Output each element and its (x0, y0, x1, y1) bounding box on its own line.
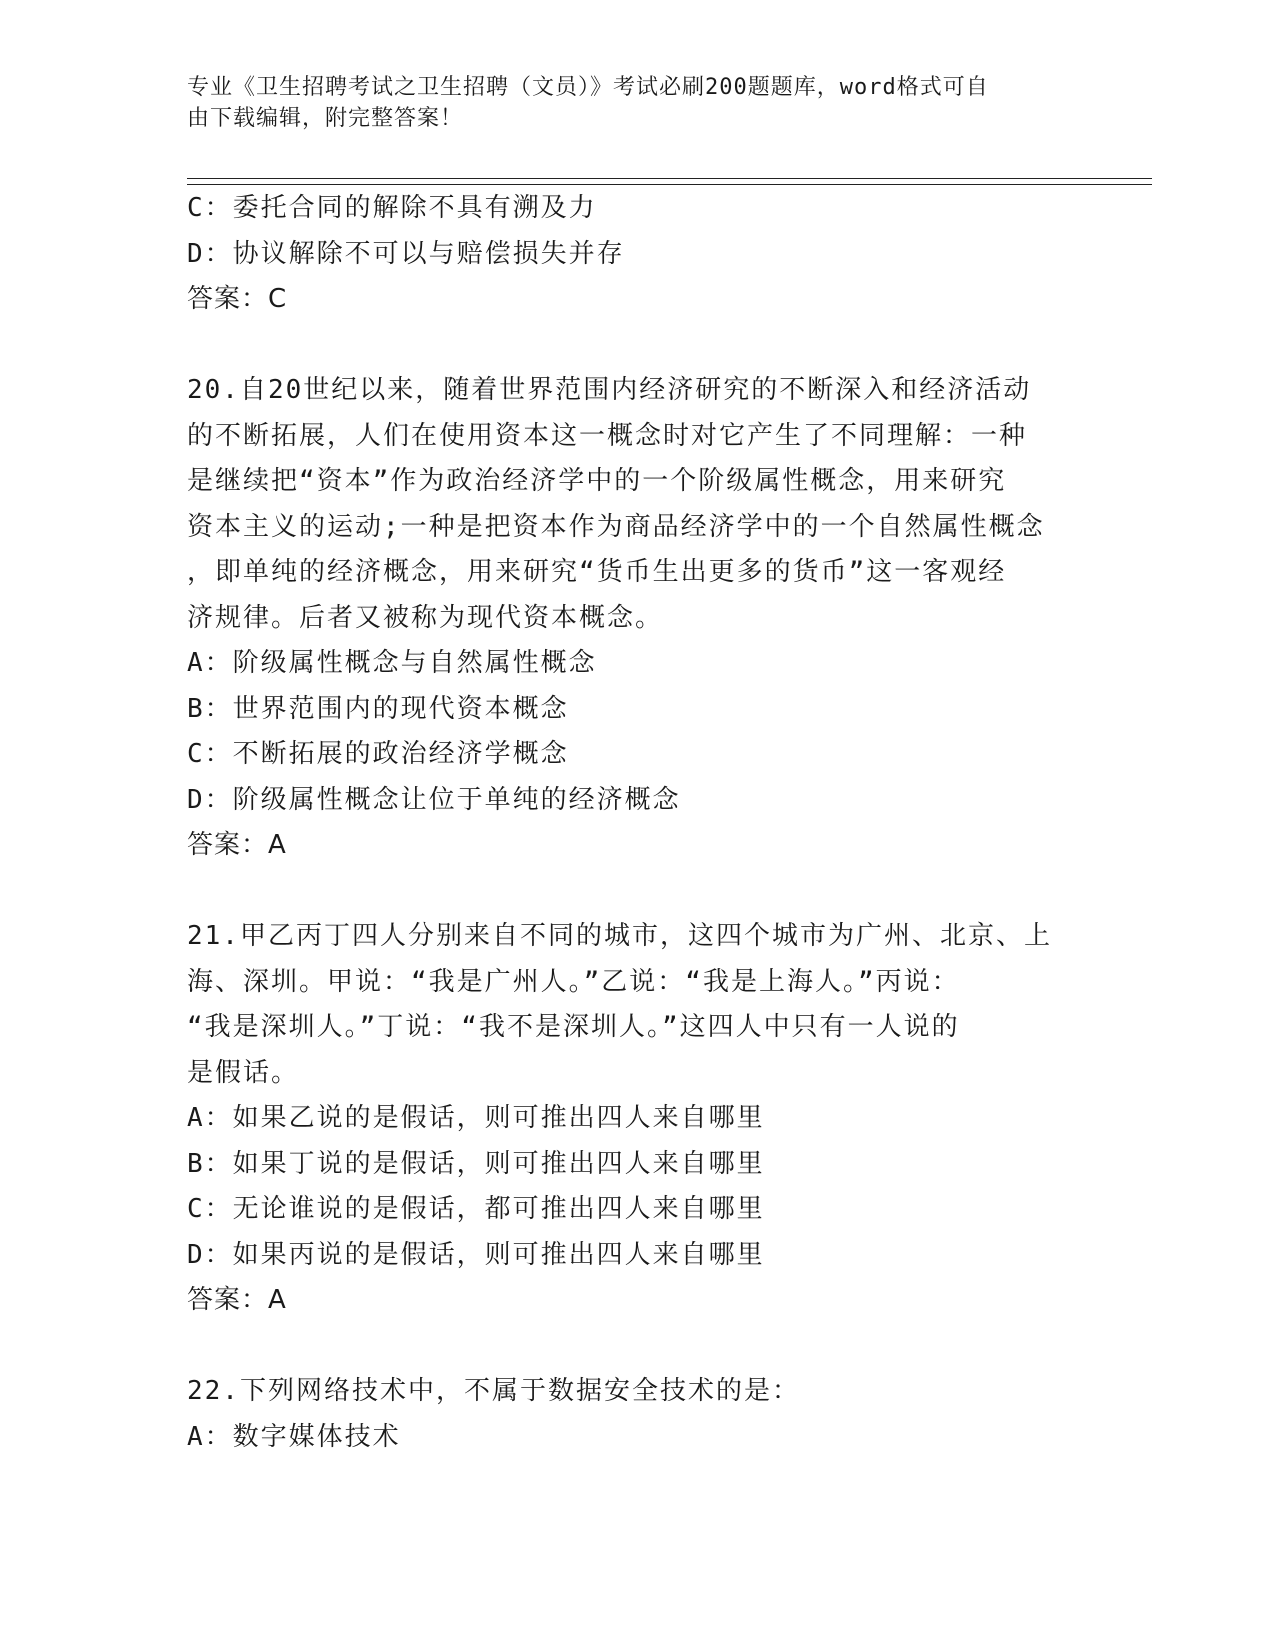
header-line-1: 专业《卫生招聘考试之卫生招聘（文员）》考试必刷200题题库，word格式可自 (187, 75, 989, 100)
question-stem-line: ，即单纯的经济概念，用来研究“货币生出更多的货币”这一客观经 (187, 557, 1007, 587)
option-d: D：阶级属性概念让位于单纯的经济概念 (187, 784, 681, 815)
option-b: B：世界范围内的现代资本概念 (187, 693, 569, 724)
header-divider-top (187, 178, 1152, 179)
answer-line: 答案：A (187, 1285, 287, 1315)
header-line-2: 由下载编辑，附完整答案！ (187, 106, 464, 131)
header-divider-bottom (187, 184, 1152, 185)
spacer (187, 869, 1067, 915)
question-21 (187, 914, 1067, 1324)
option-a: A：阶级属性概念与自然属性概念 (187, 648, 597, 678)
question-stem-line: “我是深圳人。”丁说：“我不是深圳人。”这四人中只有一人说的 (187, 1012, 960, 1042)
option-c: C：无论谁说的是假话，都可推出四人来自哪里 (187, 1194, 765, 1224)
option-c: C：不断拓展的政治经济学概念 (187, 739, 569, 769)
question-22 (187, 1369, 1067, 1460)
question-stem-line: 21.甲乙丙丁四人分别来自不同的城市，这四个城市为广州、北京、上 (187, 921, 1052, 951)
question-stem-line: 22.下列网络技术中，不属于数据安全技术的是： (187, 1376, 800, 1406)
question-stem-line: 20.自20世纪以来，随着世界范围内经济研究的不断深入和经济活动 (187, 375, 1032, 405)
option-d: D：协议解除不可以与赔偿损失并存 (187, 238, 625, 269)
question-stem-line: 济规律。后者又被称为现代资本概念。 (187, 602, 664, 633)
option-b: B：如果丁说的是假话，则可推出四人来自哪里 (187, 1148, 765, 1179)
answer-line: 答案：A (187, 830, 287, 860)
option-a: A：数字媒体技术 (187, 1421, 401, 1452)
answer-line: 答案：C (187, 284, 288, 314)
question-19 (187, 186, 1067, 323)
document-header (187, 72, 1067, 134)
question-stem-line: 的不断拓展，人们在使用资本这一概念时对它产生了不同理解：一种 (187, 420, 1028, 451)
question-stem-line: 是假话。 (187, 1057, 300, 1088)
question-20 (187, 368, 1067, 869)
question-stem-line: 海、深圳。甲说：“我是广州人。”乙说：“我是上海人。”丙说： (187, 966, 960, 997)
option-a: A：如果乙说的是假话，则可推出四人来自哪里 (187, 1103, 765, 1133)
option-d: D：如果丙说的是假话，则可推出四人来自哪里 (187, 1239, 765, 1270)
option-c: C：委托合同的解除不具有溯及力 (187, 193, 597, 223)
spacer (187, 323, 1067, 369)
spacer (187, 1324, 1067, 1370)
question-stem-line: 是继续把“资本”作为政治经济学中的一个阶级属性概念，用来研究 (187, 466, 1007, 496)
question-list (187, 186, 1067, 1460)
question-stem-line: 资本主义的运动;一种是把资本作为商品经济学中的一个自然属性概念 (187, 511, 1045, 542)
